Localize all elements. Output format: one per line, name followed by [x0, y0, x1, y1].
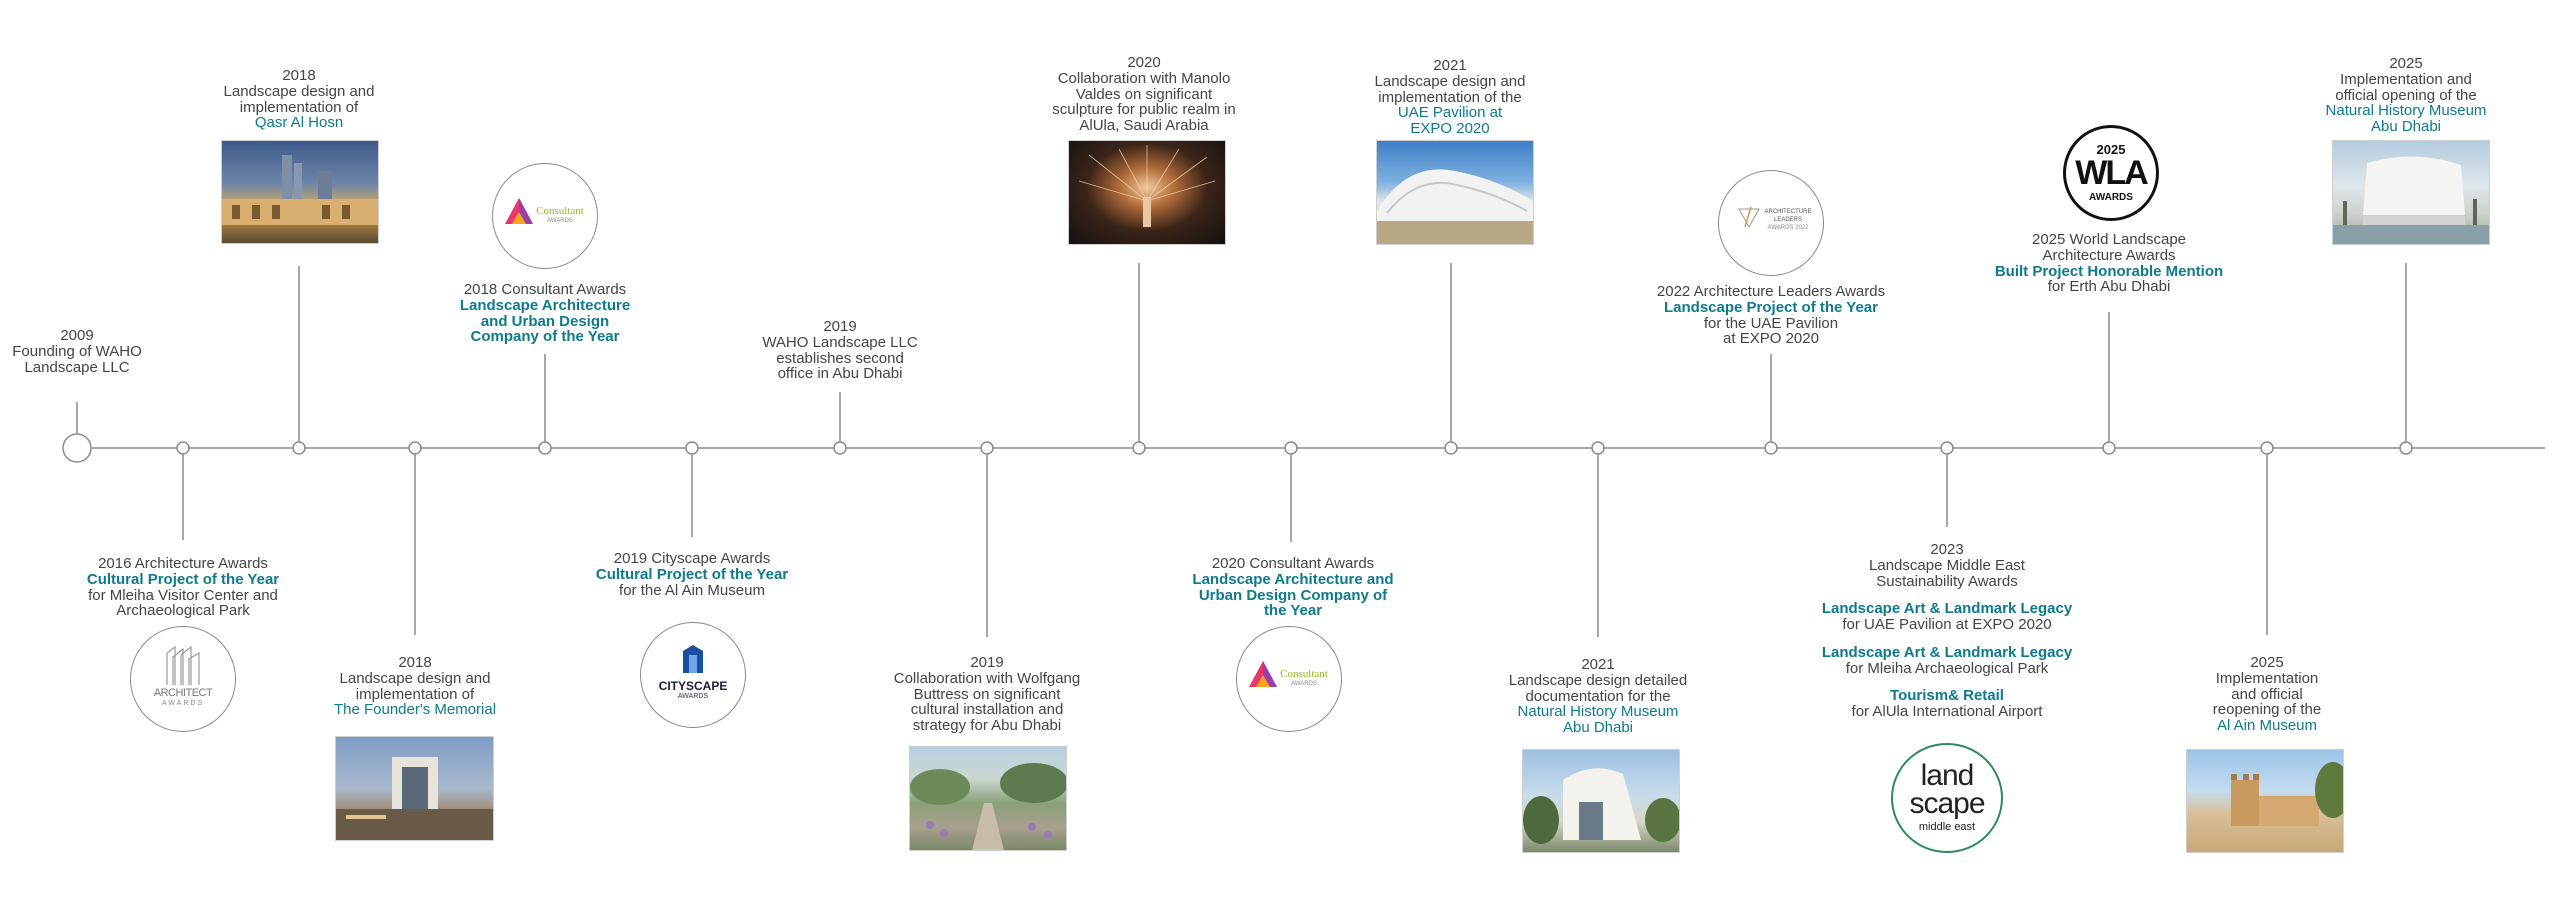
event-2019-wolfgang-buttress	[867, 655, 1107, 734]
event-2020-manolo-valdes	[1024, 55, 1264, 134]
award-title: and Urban Design	[480, 312, 610, 330]
consultant-logo-sub: AWARDS	[1291, 681, 1317, 687]
landscape-logo-text-2: scape	[1909, 787, 1985, 820]
event-text: Architecture Awards	[2042, 246, 2176, 264]
project-name: Al Ain Museum	[2216, 717, 2318, 734]
event-2025-world-landscape-awards	[1964, 232, 2254, 295]
architect-logo-text: ARCHITECT	[153, 687, 213, 699]
event-2021-natural-history-museum	[1488, 657, 1708, 736]
event-text: Landscape Middle East	[1869, 556, 2025, 574]
event-text: for UAE Pavilion at EXPO 2020	[1842, 616, 2052, 633]
event-text: Collaboration with Manolo	[1057, 69, 1231, 87]
node-2023	[1941, 442, 1953, 454]
event-year: 2025	[2389, 55, 2423, 72]
cityscape-logo-icon	[681, 645, 705, 673]
event-text: Implementation and	[2340, 70, 2472, 88]
wla-logo-sub: AWARDS	[2089, 192, 2133, 203]
event-2025-al-ain-museum	[2167, 655, 2367, 734]
event-year: 2018	[282, 67, 316, 84]
event-text: Landscape design and	[1374, 72, 1526, 90]
event-text: reopening of the	[2212, 701, 2322, 719]
node-2021b	[1592, 442, 1604, 454]
event-text: for the UAE Pavilion	[1703, 314, 1839, 332]
event-text: 2018 Consultant Awards	[463, 281, 627, 298]
event-text: for Erth Abu Dhabi	[2047, 278, 2171, 296]
node-2025c	[2400, 442, 2412, 454]
award-title: Cultural Project of the Year	[86, 570, 280, 588]
event-text: Collaboration with Wolfgang	[893, 669, 1081, 687]
event-text: cultural installation and	[910, 701, 1064, 719]
event-year: 2021	[1433, 57, 1467, 74]
project-name: EXPO 2020	[1410, 120, 1490, 137]
node-2018b	[409, 442, 421, 454]
award-title: Landscape Art & Landmark Legacy	[1821, 643, 2073, 661]
event-text: at EXPO 2020	[1723, 330, 1819, 348]
award-title: Cultural Project of the Year	[595, 565, 789, 583]
node-2019a	[686, 442, 698, 454]
event-text: Implementation	[2215, 669, 2319, 687]
event-text: 2020 Consultant Awards	[1211, 555, 1375, 572]
award-title: Company of the Year	[470, 328, 620, 346]
event-text: AlUla, Saudi Arabia	[1079, 117, 1209, 134]
award-title: Tourism& Retail	[1890, 687, 2004, 705]
event-text: office in Abu Dhabi	[777, 365, 903, 383]
node-2019c	[981, 442, 993, 454]
node-2022	[1765, 442, 1777, 454]
node-2016	[177, 442, 189, 454]
al-ain-museum-photo	[2186, 749, 2344, 853]
event-text: Sustainability Awards	[1876, 572, 2018, 590]
architect-awards-logo	[130, 626, 236, 732]
event-year: 2020	[1127, 54, 1161, 71]
event-text: WAHO Landscape LLC	[762, 333, 918, 351]
event-text: Landscape design and	[223, 82, 375, 100]
event-2020-consultant-awards	[1173, 556, 1413, 619]
node-2020b	[1285, 442, 1297, 454]
event-text: Landscape design detailed	[1508, 671, 1688, 689]
consultant-logo-text: Consultant	[1280, 668, 1328, 680]
node-2019b	[834, 442, 846, 454]
consultant-awards-logo-2018	[492, 163, 598, 269]
architecture-leaders-logo-text: ARCHITECTURE	[1764, 209, 1812, 215]
landscape-middle-east-logo	[1891, 743, 2003, 853]
consultant-awards-logo-2020	[1236, 626, 1342, 732]
event-text: 2019 Cityscape Awards	[613, 550, 771, 567]
project-name: Natural History Museum	[1517, 703, 1679, 721]
node-2009	[63, 434, 91, 462]
cityscape-logo-sub: AWARDS	[677, 693, 709, 700]
landscape-logo-text-1: land	[1920, 759, 1974, 792]
award-title: Urban Design Company of	[1198, 586, 1388, 604]
event-text: and official	[2231, 685, 2303, 703]
event-2021-uae-pavilion	[1350, 58, 1550, 137]
project-name: Natural History Museum	[2325, 102, 2487, 120]
qasr-al-hosn-photo	[221, 140, 379, 244]
architect-logo-sub: AWARDS	[161, 700, 205, 707]
award-title: Landscape Project of the Year	[1664, 298, 1878, 316]
architect-logo-icon	[159, 643, 207, 687]
event-text: for the Al Ain Museum	[619, 581, 765, 599]
event-text: Valdes on significant	[1075, 85, 1213, 103]
wolfgang-buttress-photo	[909, 746, 1067, 851]
landscape-logo-text-3: middle east	[1918, 821, 1976, 833]
event-2022-architecture-leaders-awards	[1631, 284, 1911, 347]
consultant-logo-text: Consultant	[536, 205, 584, 217]
project-name: Abu Dhabi	[1562, 719, 1634, 736]
event-text: Founding of WAHO	[12, 342, 142, 360]
event-2023-landscape-middle-east	[1787, 542, 2107, 720]
event-text: implementation of	[239, 98, 359, 116]
node-2018a	[293, 442, 305, 454]
wla-logo-year: 2025	[2096, 142, 2126, 157]
event-text: implementation of	[355, 685, 475, 703]
event-text: 2016 Architecture Awards	[98, 555, 268, 572]
project-name: UAE Pavilion at	[1397, 104, 1503, 122]
event-text: 2022 Architecture Leaders Awards	[1656, 283, 1886, 300]
node-2025b	[2261, 442, 2273, 454]
event-2018-qasr-al-hosn	[199, 68, 399, 131]
event-2009	[2, 328, 152, 375]
wla-logo-text: WLA	[2075, 154, 2147, 192]
project-name: The Founder's Memorial	[333, 701, 497, 719]
architecture-leaders-awards-logo	[1718, 170, 1824, 276]
architecture-leaders-logo-text-3: AWARDS 2022	[1767, 225, 1809, 231]
event-text: strategy for Abu Dhabi	[912, 717, 1062, 734]
event-text: establishes second	[776, 349, 904, 367]
award-title: Landscape Architecture and	[1192, 570, 1394, 588]
event-2019-cityscape-awards	[572, 551, 812, 598]
natural-history-museum-photo	[2332, 140, 2490, 245]
cityscape-awards-logo	[640, 622, 746, 728]
event-2019-second-office	[740, 319, 940, 382]
event-year: 2018	[398, 654, 432, 671]
event-text: for AlUla International Airport	[1851, 703, 2043, 720]
node-2021a	[1445, 442, 1457, 454]
event-year: 2019	[823, 318, 857, 335]
founders-memorial-photo	[335, 736, 494, 841]
award-title: Built Project Honorable Mention	[1994, 262, 2224, 280]
manolo-valdes-sculpture-photo	[1068, 140, 1226, 245]
event-2016-architecture-awards	[58, 556, 308, 619]
uae-pavilion-photo	[1376, 140, 1534, 245]
award-title: the Year	[1263, 602, 1323, 620]
award-title: Landscape Architecture	[459, 296, 631, 314]
event-2018-founders-memorial	[315, 655, 515, 718]
award-title: Landscape Art & Landmark Legacy	[1821, 600, 2073, 618]
project-name: Abu Dhabi	[2370, 118, 2442, 135]
event-text: implementation of the	[1378, 88, 1522, 106]
event-text: sculpture for public realm in	[1052, 101, 1236, 119]
cityscape-logo-text: CITYSCAPE	[658, 679, 728, 693]
event-2025-natural-history-museum-opening	[2296, 56, 2516, 135]
event-year: 2023	[1930, 541, 1964, 558]
event-text: Landscape LLC	[24, 358, 130, 376]
natural-history-museum-render-photo	[1522, 749, 1680, 853]
wla-awards-logo	[2063, 125, 2159, 221]
event-year: 2009	[60, 327, 94, 344]
architecture-leaders-logo-text-2: LEADERS	[1773, 217, 1802, 223]
event-text: Buttress on significant	[913, 685, 1061, 703]
event-year: 2021	[1581, 656, 1615, 673]
event-text: 2025 World Landscape	[2032, 231, 2186, 248]
node-2020a	[1133, 442, 1145, 454]
event-text: for Mleiha Archaeological Park	[1845, 659, 2049, 677]
node-2018c	[539, 442, 551, 454]
event-2018-consultant-awards	[430, 282, 660, 345]
event-text: Archaeological Park	[116, 602, 250, 620]
event-text: Landscape design and	[339, 669, 491, 687]
project-name: Qasr Al Hosn	[254, 114, 344, 132]
event-text: for Mleiha Visitor Center and	[88, 586, 278, 604]
node-2025a	[2103, 442, 2115, 454]
event-year: 2025	[2250, 654, 2284, 671]
event-text: documentation for the	[1525, 687, 1671, 705]
event-text: official opening of the	[2335, 86, 2477, 104]
event-year: 2019	[970, 654, 1004, 671]
consultant-logo-sub: AWARDS	[547, 218, 573, 224]
